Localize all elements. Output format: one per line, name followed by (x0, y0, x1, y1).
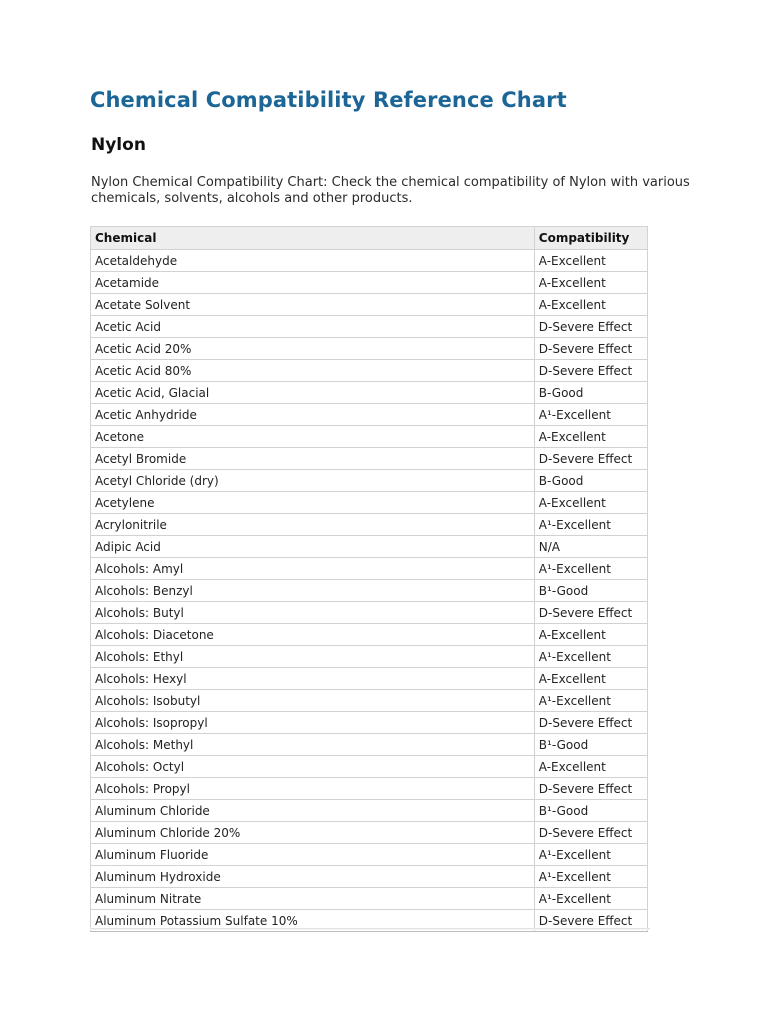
chemical-cell: Aluminum Hydroxide (91, 866, 535, 888)
table-row (91, 778, 648, 800)
chemical-cell: Acetic Acid 80% (91, 360, 535, 382)
compatibility-cell: D-Severe Effect (534, 602, 647, 624)
chemical-cell: Alcohols: Amyl (91, 558, 535, 580)
compatibility-cell: A-Excellent (534, 294, 647, 316)
table-header (91, 227, 648, 250)
table-row (91, 800, 648, 822)
chemical-cell: Acetone (91, 426, 535, 448)
compatibility-cell: B¹-Good (534, 800, 647, 822)
table-row (91, 360, 648, 382)
table-row (91, 602, 648, 624)
table-row (91, 294, 648, 316)
column-header-compatibility: Compatibility (534, 227, 647, 250)
table-row (91, 470, 648, 492)
table-body (91, 250, 648, 932)
compatibility-cell: A-Excellent (534, 492, 647, 514)
chemical-cell: Acetaldehyde (91, 250, 535, 272)
chemical-cell: Aluminum Nitrate (91, 888, 535, 910)
table-row (91, 690, 648, 712)
compatibility-cell: D-Severe Effect (534, 448, 647, 470)
compatibility-cell: B-Good (534, 470, 647, 492)
chemical-cell: Acetyl Chloride (dry) (91, 470, 535, 492)
chemical-cell: Alcohols: Octyl (91, 756, 535, 778)
material-heading: Nylon (91, 135, 146, 155)
table-row (91, 448, 648, 470)
compatibility-cell: D-Severe Effect (534, 910, 647, 932)
compatibility-cell: A-Excellent (534, 272, 647, 294)
table-row (91, 316, 648, 338)
chemical-cell: Aluminum Potassium Sulfate 10% (91, 910, 535, 932)
compatibility-cell: B¹-Good (534, 734, 647, 756)
compatibility-cell: D-Severe Effect (534, 712, 647, 734)
chemical-cell: Aluminum Chloride 20% (91, 822, 535, 844)
compatibility-cell: A-Excellent (534, 426, 647, 448)
compatibility-cell: A¹-Excellent (534, 888, 647, 910)
compatibility-cell: B¹-Good (534, 580, 647, 602)
chemical-cell: Alcohols: Hexyl (91, 668, 535, 690)
table-shadow (90, 928, 650, 930)
intro-paragraph: Nylon Chemical Compatibility Chart: Check the chemical compatibility of Nylon with various chemicals, solvents, alcohols and other products. (91, 175, 690, 206)
table-row (91, 734, 648, 756)
compatibility-cell: A-Excellent (534, 624, 647, 646)
column-header-chemical: Chemical (91, 227, 535, 250)
table-row (91, 272, 648, 294)
chemical-cell: Alcohols: Benzyl (91, 580, 535, 602)
table-row (91, 756, 648, 778)
chemical-cell: Acetic Acid 20% (91, 338, 535, 360)
compatibility-cell: A-Excellent (534, 250, 647, 272)
chemical-cell: Adipic Acid (91, 536, 535, 558)
table-row (91, 624, 648, 646)
table-row (91, 822, 648, 844)
compatibility-cell: D-Severe Effect (534, 360, 647, 382)
chemical-cell: Acetic Acid, Glacial (91, 382, 535, 404)
compatibility-cell: A¹-Excellent (534, 404, 647, 426)
compatibility-cell: A-Excellent (534, 756, 647, 778)
table-row (91, 426, 648, 448)
table-row (91, 888, 648, 910)
chemical-cell: Aluminum Fluoride (91, 844, 535, 866)
chemical-cell: Alcohols: Diacetone (91, 624, 535, 646)
table-row (91, 492, 648, 514)
chemical-cell: Acetate Solvent (91, 294, 535, 316)
compatibility-cell: A¹-Excellent (534, 646, 647, 668)
compatibility-cell: A¹-Excellent (534, 690, 647, 712)
compatibility-cell: D-Severe Effect (534, 778, 647, 800)
chemical-cell: Acetylene (91, 492, 535, 514)
chemical-cell: Acetic Acid (91, 316, 535, 338)
table-row (91, 536, 648, 558)
chemical-cell: Acetic Anhydride (91, 404, 535, 426)
compatibility-cell: D-Severe Effect (534, 338, 647, 360)
compatibility-cell: D-Severe Effect (534, 822, 647, 844)
compatibility-cell: B-Good (534, 382, 647, 404)
chemical-cell: Acetyl Bromide (91, 448, 535, 470)
page-title: Chemical Compatibility Reference Chart (90, 88, 567, 112)
compatibility-cell: A¹-Excellent (534, 844, 647, 866)
chemical-cell: Acetamide (91, 272, 535, 294)
compatibility-table (90, 226, 648, 932)
compatibility-cell: A-Excellent (534, 668, 647, 690)
chemical-cell: Aluminum Chloride (91, 800, 535, 822)
table-row (91, 514, 648, 536)
chemical-cell: Alcohols: Ethyl (91, 646, 535, 668)
table-row (91, 712, 648, 734)
compatibility-cell: N/A (534, 536, 647, 558)
table-row (91, 250, 648, 272)
compatibility-cell: D-Severe Effect (534, 316, 647, 338)
compatibility-cell: A¹-Excellent (534, 514, 647, 536)
chemical-cell: Alcohols: Methyl (91, 734, 535, 756)
table-row (91, 668, 648, 690)
table-row (91, 646, 648, 668)
table-row (91, 866, 648, 888)
chemical-cell: Alcohols: Isopropyl (91, 712, 535, 734)
table-row (91, 404, 648, 426)
chemical-cell: Alcohols: Butyl (91, 602, 535, 624)
chemical-cell: Acrylonitrile (91, 514, 535, 536)
table-row (91, 338, 648, 360)
chemical-cell: Alcohols: Propyl (91, 778, 535, 800)
header-row (91, 227, 648, 250)
chemical-cell: Alcohols: Isobutyl (91, 690, 535, 712)
table-row (91, 844, 648, 866)
table-row (91, 558, 648, 580)
table-row (91, 382, 648, 404)
compatibility-cell: A¹-Excellent (534, 558, 647, 580)
table-row (91, 580, 648, 602)
compatibility-cell: A¹-Excellent (534, 866, 647, 888)
